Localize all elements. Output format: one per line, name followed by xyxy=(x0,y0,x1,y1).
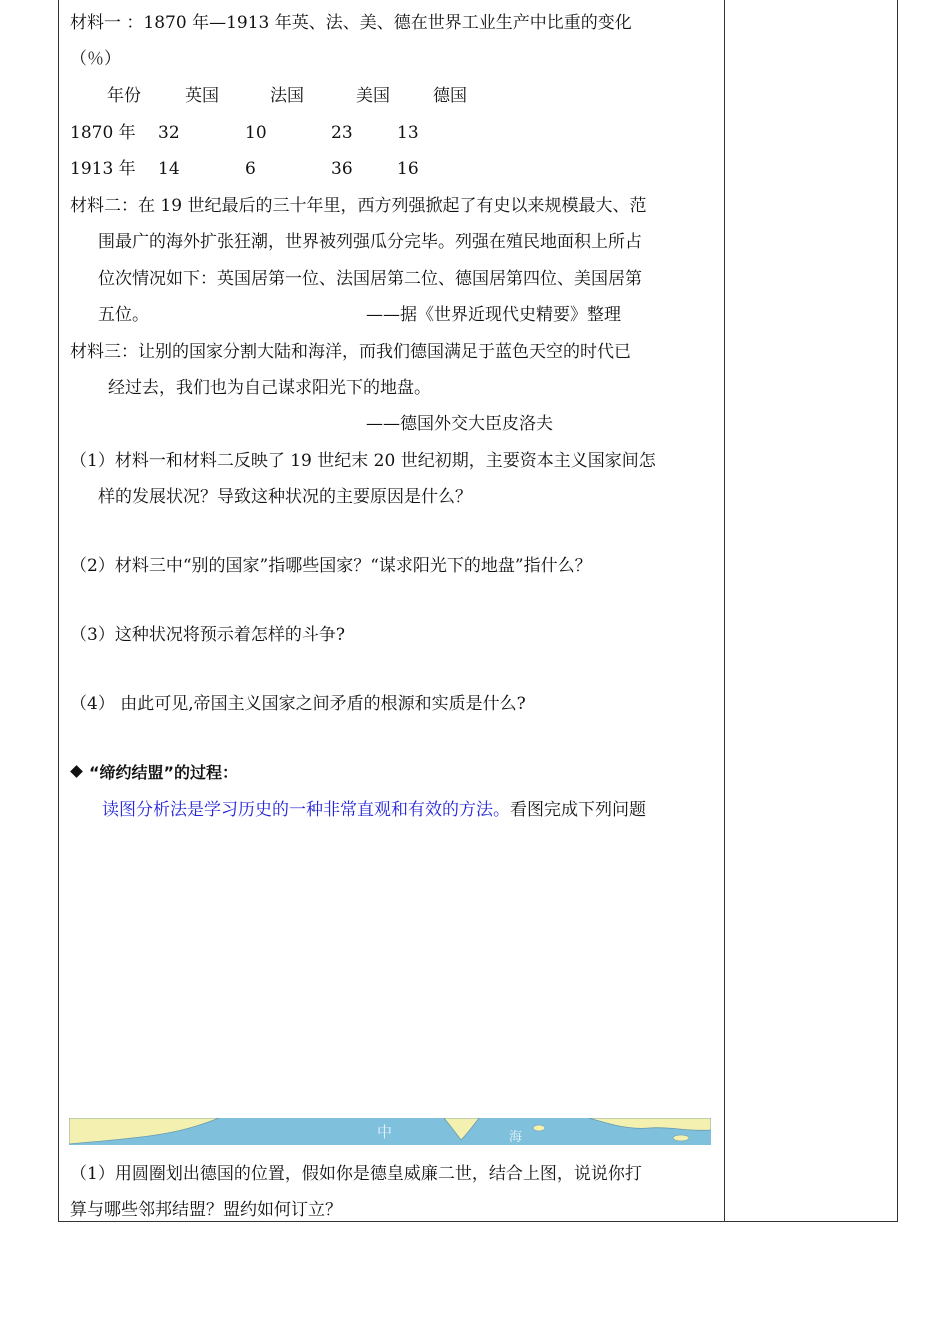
table-cell: 10 xyxy=(245,123,267,143)
worksheet-table xyxy=(58,0,898,1222)
table-cell: 1913 年 xyxy=(70,159,136,179)
map-label: 中 xyxy=(377,1123,393,1141)
table-cell: 6 xyxy=(245,159,256,179)
table-cell: 23 xyxy=(331,123,353,143)
table-header: 英国 xyxy=(185,86,219,106)
table-cell: 14 xyxy=(158,159,180,179)
table-header: 法国 xyxy=(270,86,304,106)
section-intro xyxy=(102,799,646,821)
table-cell: 16 xyxy=(397,159,419,179)
question-1: （1）材料一和材料二反映了 19 世纪末 20 世纪初期，主要资本主义国家间怎 xyxy=(70,451,656,471)
table-cell: 32 xyxy=(158,123,180,143)
final-question-cont: 算与哪些邻邦结盟？盟约如何订立？ xyxy=(70,1200,342,1220)
material3-line: 经过去，我们也为自己谋求阳光下的地盘。 xyxy=(108,378,431,398)
section-heading: “缔约结盟”的过程： xyxy=(72,762,238,784)
table-header: 德国 xyxy=(433,86,467,106)
europe-map-image xyxy=(69,1118,711,1145)
question-3: （3）这种状况将预示着怎样的斗争? xyxy=(70,625,345,645)
section-intro-rest: 看图完成下列问题 xyxy=(510,800,646,820)
material2-source: ——据《世界近现代史精要》整理 xyxy=(366,305,621,325)
material2-line: 材料二：在 19 世纪最后的三十年里，西方列强掀起了有史以来规模最大、范 xyxy=(70,196,647,216)
material1-unit: （％） xyxy=(70,49,121,69)
material3-line: 材料三：让别的国家分割大陆和海洋，而我们德国满足于蓝色天空的时代已 xyxy=(70,342,631,362)
map-label: 海 xyxy=(509,1130,523,1145)
table-cell: 36 xyxy=(331,159,353,179)
final-question: （1）用圆圈划出德国的位置，假如你是德皇威廉二世，结合上图，说说你打 xyxy=(70,1164,642,1184)
table-cell: 13 xyxy=(397,123,419,143)
table-cell: 1870 年 xyxy=(70,123,136,143)
material2-line: 五位。 xyxy=(98,305,149,325)
column-divider xyxy=(724,0,725,1222)
table-header: 美国 xyxy=(356,86,390,106)
question-4: （4） 由此可见,帝国主义国家之间矛盾的根源和实质是什么? xyxy=(70,694,526,714)
material1-title: 材料一 ：1870 年—1913 年英、法、美、德在世界工业生产中比重的变化 xyxy=(70,13,632,33)
table-header: 年份 xyxy=(107,86,141,106)
question-1-cont: 样的发展状况？导致这种状况的主要原因是什么？ xyxy=(98,487,472,507)
material2-line: 位次情况如下：英国居第一位、法国居第二位、德国居第四位、美国居第 xyxy=(98,269,642,289)
material2-line: 围最广的海外扩张狂潮，世界被列强瓜分完毕。列强在殖民地面积上所占 xyxy=(98,232,642,252)
diamond-bullet-icon xyxy=(70,765,83,778)
material3-source: ——德国外交大臣皮洛夫 xyxy=(366,414,553,434)
question-2: （2）材料三中“别的国家”指哪些国家？“谋求阳光下的地盘”指什么？ xyxy=(70,556,592,576)
section-intro-highlight: 读图分析法是学习历史的一种非常直观和有效的方法。 xyxy=(102,800,510,820)
